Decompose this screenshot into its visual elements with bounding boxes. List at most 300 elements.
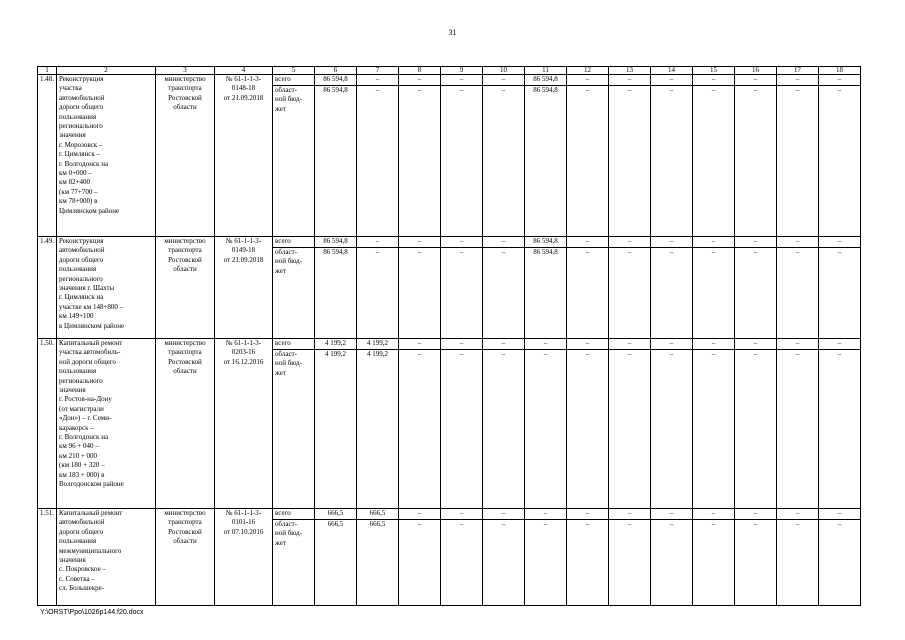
text-line: (от магистрали xyxy=(59,404,104,413)
text-line: транспорта xyxy=(168,348,202,357)
text-line: участке км 148+800 – xyxy=(59,302,124,311)
value-total: – xyxy=(483,339,524,350)
value-total: 4 199,2 xyxy=(315,339,356,350)
object-name-cell xyxy=(57,339,156,509)
value-total: – xyxy=(651,75,692,86)
value-cell xyxy=(315,339,357,509)
text-line: г. Цимлянск – xyxy=(59,150,101,159)
text-line: регионального xyxy=(59,376,103,385)
value-regional: – xyxy=(669,248,674,256)
value-total: – xyxy=(399,339,440,350)
text-line: пользования xyxy=(59,367,97,376)
text-line: ной бюд- xyxy=(275,359,303,368)
value-total: – xyxy=(735,75,776,86)
value-cell xyxy=(441,509,483,606)
text-line: км 149+100 xyxy=(59,312,94,321)
value-cell xyxy=(609,75,651,237)
column-header: 15 xyxy=(693,67,735,75)
text-line: регионального xyxy=(59,274,103,283)
document-cell xyxy=(215,75,273,237)
value-regional: 86 594,8 xyxy=(323,248,348,256)
value-cell xyxy=(651,509,693,606)
organization-cell xyxy=(156,237,215,339)
value-regional: 86 594,8 xyxy=(323,86,348,94)
value-total: – xyxy=(819,509,860,520)
value-total: – xyxy=(399,75,440,86)
value-regional: – xyxy=(837,520,842,528)
text-line: г. Ростов-на-Дону xyxy=(59,395,112,404)
value-regional: – xyxy=(795,248,800,256)
value-total: – xyxy=(777,237,818,248)
text-line: Реконструкция xyxy=(59,237,104,245)
text-line: Ростовской xyxy=(168,357,202,366)
funding-source-cell xyxy=(273,75,315,237)
text-line: значения xyxy=(59,386,86,395)
value-total: – xyxy=(693,75,734,86)
value-cell xyxy=(483,237,525,339)
text-line: км 210 + 000 xyxy=(59,451,98,460)
value-total: – xyxy=(693,339,734,350)
document-cell xyxy=(215,237,273,339)
text-line: области xyxy=(173,103,197,112)
value-cell xyxy=(693,75,735,237)
value-cell xyxy=(777,237,819,339)
value-cell xyxy=(357,237,399,339)
text-line: ной бюд- xyxy=(275,257,303,266)
object-name-cell xyxy=(57,237,156,339)
value-cell xyxy=(399,75,441,237)
value-regional: – xyxy=(585,86,590,94)
funding-source-cell xyxy=(273,339,315,509)
text-line: автомобильной xyxy=(59,93,105,102)
text-line: област- xyxy=(275,350,297,358)
value-total: – xyxy=(735,339,776,350)
value-cell xyxy=(357,75,399,237)
value-cell xyxy=(567,75,609,237)
text-line: министерство xyxy=(164,509,206,517)
value-total: – xyxy=(567,339,608,350)
column-header: 14 xyxy=(651,67,693,75)
text-line: сл. Большекре- xyxy=(59,584,105,593)
text-line: 0149-18 xyxy=(231,246,256,255)
value-cell xyxy=(693,237,735,339)
text-line: дороги общего xyxy=(59,527,104,536)
column-header: 16 xyxy=(735,67,777,75)
text-line: област- xyxy=(275,520,297,528)
value-total: – xyxy=(777,509,818,520)
value-total: – xyxy=(483,237,524,248)
value-regional: – xyxy=(753,86,758,94)
funding-source-cell xyxy=(273,509,315,606)
value-cell xyxy=(735,339,777,509)
value-cell xyxy=(483,509,525,606)
text-line: пользования xyxy=(59,537,97,546)
text-line: област- xyxy=(275,86,297,94)
value-total: 666,5 xyxy=(357,509,398,520)
value-regional: – xyxy=(711,248,716,256)
row-number: 1.48. xyxy=(38,75,57,237)
value-cell xyxy=(777,339,819,509)
table-row xyxy=(38,509,861,606)
text-line: области xyxy=(173,367,197,376)
value-regional: – xyxy=(795,350,800,358)
file-path-footer: Y:\ORST\Ppo\1026p144.f20.docx xyxy=(40,609,144,616)
organization-cell xyxy=(156,509,215,606)
text-line: каракорск – xyxy=(59,423,94,432)
value-cell xyxy=(525,509,567,606)
value-total: – xyxy=(819,339,860,350)
value-regional: – xyxy=(753,520,758,528)
value-cell xyxy=(651,75,693,237)
value-cell xyxy=(357,339,399,509)
text-line: от 16.12.2016 xyxy=(223,357,264,366)
funding-source-cell xyxy=(273,237,315,339)
text-line: от 21.09.2018 xyxy=(223,93,264,102)
text-line: области xyxy=(173,265,197,274)
table-row xyxy=(38,237,861,339)
text-line: области xyxy=(173,537,197,546)
text-line: ной бюд- xyxy=(275,95,303,104)
text-line: министерство xyxy=(164,339,206,347)
value-total: 666,5 xyxy=(315,509,356,520)
column-header: 1 xyxy=(38,67,57,75)
text-line: транспорта xyxy=(168,246,202,255)
value-cell xyxy=(525,237,567,339)
table-header-row xyxy=(38,67,861,75)
value-total: – xyxy=(483,509,524,520)
value-regional: – xyxy=(627,520,632,528)
value-regional: – xyxy=(837,86,842,94)
value-cell xyxy=(651,237,693,339)
value-regional: – xyxy=(459,248,464,256)
value-regional: – xyxy=(795,86,800,94)
value-regional: 666,5 xyxy=(327,520,344,528)
column-header: 4 xyxy=(215,67,273,75)
page-number: 31 xyxy=(448,28,457,37)
value-regional: – xyxy=(375,86,380,94)
column-header: 17 xyxy=(777,67,819,75)
text-line: 0101-16 xyxy=(231,518,256,527)
text-line: № 61-1-1-3- xyxy=(225,509,262,517)
value-regional: – xyxy=(543,520,548,528)
document-cell xyxy=(215,509,273,606)
value-total: – xyxy=(567,237,608,248)
text-line: Ростовской xyxy=(168,255,202,264)
value-cell xyxy=(735,509,777,606)
value-cell xyxy=(567,237,609,339)
value-total: – xyxy=(441,509,482,520)
value-regional: – xyxy=(669,86,674,94)
value-total: – xyxy=(693,237,734,248)
text-line: с. Покровское – xyxy=(59,565,106,574)
budget-table xyxy=(37,66,861,606)
value-regional: – xyxy=(585,520,590,528)
text-line: км 96 + 040 – xyxy=(59,442,99,451)
value-cell xyxy=(483,339,525,509)
value-cell xyxy=(819,75,861,237)
value-regional: – xyxy=(501,520,506,528)
value-cell xyxy=(819,339,861,509)
text-line: 0203-16 xyxy=(231,348,256,357)
column-header: 13 xyxy=(609,67,651,75)
value-cell xyxy=(399,509,441,606)
value-cell xyxy=(441,237,483,339)
text-line: значения xyxy=(59,556,86,565)
organization-cell xyxy=(156,75,215,237)
text-line: межмуниципального xyxy=(59,546,122,555)
text-line: Ростовской xyxy=(168,527,202,536)
value-regional: – xyxy=(501,350,506,358)
value-cell xyxy=(441,75,483,237)
value-cell xyxy=(525,339,567,509)
text-line: област- xyxy=(275,248,297,256)
text-line: от 07.10.2016 xyxy=(223,527,264,536)
value-total: 86 594,8 xyxy=(525,237,566,248)
row-number: 1.50. xyxy=(38,339,57,509)
table-row xyxy=(38,339,861,509)
value-regional: – xyxy=(501,248,506,256)
funding-total-label: всего xyxy=(273,237,314,248)
text-line: ной бюд- xyxy=(275,529,303,538)
document-cell xyxy=(215,339,273,509)
value-regional: – xyxy=(837,350,842,358)
text-line: г. Цимлянск на xyxy=(59,293,104,302)
value-total: – xyxy=(651,237,692,248)
object-name-cell xyxy=(57,509,156,606)
value-regional: – xyxy=(711,520,716,528)
column-header: 10 xyxy=(483,67,525,75)
value-cell xyxy=(777,75,819,237)
value-regional: 86 594,8 xyxy=(533,86,558,94)
value-total: – xyxy=(441,339,482,350)
column-header: 11 xyxy=(525,67,567,75)
value-regional: – xyxy=(543,350,548,358)
value-cell xyxy=(525,75,567,237)
value-cell xyxy=(399,339,441,509)
value-cell xyxy=(315,509,357,606)
column-header: 18 xyxy=(819,67,861,75)
value-total: – xyxy=(525,339,566,350)
text-line: № 61-1-1-3- xyxy=(225,339,262,347)
column-header: 5 xyxy=(273,67,315,75)
value-total: – xyxy=(819,75,860,86)
table-row xyxy=(38,75,861,237)
funding-regional-label xyxy=(275,350,312,378)
value-total: 4 199,2 xyxy=(357,339,398,350)
value-total: – xyxy=(567,509,608,520)
value-total: – xyxy=(483,75,524,86)
column-header: 6 xyxy=(315,67,357,75)
value-total: – xyxy=(693,509,734,520)
value-regional: – xyxy=(417,86,422,94)
value-total: – xyxy=(357,237,398,248)
value-regional: – xyxy=(585,248,590,256)
value-regional: – xyxy=(711,350,716,358)
row-number: 1.51. xyxy=(38,509,57,606)
text-line: г. Волгодонск на xyxy=(59,159,109,168)
value-cell xyxy=(609,339,651,509)
text-line: км 82+400 xyxy=(59,178,91,187)
value-regional: – xyxy=(501,86,506,94)
column-header: 7 xyxy=(357,67,399,75)
row-number: 1.49. xyxy=(38,237,57,339)
text-line: в Цимлянском районе xyxy=(59,321,125,330)
value-cell xyxy=(315,75,357,237)
value-cell xyxy=(735,237,777,339)
value-cell xyxy=(441,339,483,509)
text-line: Ростовской xyxy=(168,93,202,102)
text-line: Цимлянском районе xyxy=(59,206,120,215)
value-total: – xyxy=(441,237,482,248)
value-regional: – xyxy=(417,520,422,528)
column-header: 9 xyxy=(441,67,483,75)
text-line: Капитальный ремонт xyxy=(59,339,123,347)
value-cell xyxy=(567,509,609,606)
text-line: жет xyxy=(275,266,286,275)
value-regional: – xyxy=(375,248,380,256)
text-line: дороги общего xyxy=(59,103,104,112)
funding-total-label: всего xyxy=(273,339,314,350)
value-total: – xyxy=(651,339,692,350)
value-total: 86 594,8 xyxy=(315,75,356,86)
value-total: – xyxy=(357,75,398,86)
text-line: транспорта xyxy=(168,518,202,527)
value-regional: – xyxy=(753,248,758,256)
value-total: – xyxy=(735,509,776,520)
column-header: 12 xyxy=(567,67,609,75)
text-line: министерство xyxy=(164,237,206,245)
value-regional: – xyxy=(795,520,800,528)
text-line: от 21.09.2018 xyxy=(223,255,264,264)
text-line: с. Советка – xyxy=(59,574,95,583)
text-line: значения xyxy=(59,131,86,140)
value-total: – xyxy=(651,509,692,520)
text-line: № 61-1-1-3- xyxy=(225,75,262,83)
funding-total-label: всего xyxy=(273,75,314,86)
text-line: (км 180 + 320 – xyxy=(59,461,105,470)
value-regional: – xyxy=(627,86,632,94)
value-total: – xyxy=(609,237,650,248)
value-cell xyxy=(567,339,609,509)
value-regional: – xyxy=(459,520,464,528)
value-cell xyxy=(693,509,735,606)
funding-regional-label xyxy=(275,86,312,114)
funding-regional-label xyxy=(275,248,312,276)
value-cell xyxy=(399,237,441,339)
text-line: регионального xyxy=(59,122,103,131)
text-line: пользования xyxy=(59,112,97,121)
text-line: пользования xyxy=(59,265,97,274)
value-cell xyxy=(609,237,651,339)
value-total: – xyxy=(777,75,818,86)
text-line: участка xyxy=(59,84,82,93)
value-total: – xyxy=(777,339,818,350)
text-line: км 0+000 – xyxy=(59,169,92,178)
value-total: – xyxy=(441,75,482,86)
column-header: 3 xyxy=(156,67,215,75)
value-regional: 666,5 xyxy=(369,520,386,528)
value-cell xyxy=(651,339,693,509)
value-total: – xyxy=(609,339,650,350)
value-cell xyxy=(735,75,777,237)
value-regional: – xyxy=(669,520,674,528)
value-cell xyxy=(819,237,861,339)
funding-total-label: всего xyxy=(273,509,314,520)
value-regional: – xyxy=(837,248,842,256)
text-line: автомобильной xyxy=(59,246,105,255)
value-regional: – xyxy=(417,350,422,358)
value-cell xyxy=(819,509,861,606)
text-line: г. Морозовск – xyxy=(59,140,103,149)
value-cell xyxy=(483,75,525,237)
column-header: 2 xyxy=(57,67,156,75)
value-cell xyxy=(693,339,735,509)
value-total: – xyxy=(567,75,608,86)
value-total: – xyxy=(819,237,860,248)
text-line: «Дон») – г. Семи- xyxy=(59,414,112,423)
text-line: № 61-1-1-3- xyxy=(225,237,262,245)
value-total: – xyxy=(735,237,776,248)
text-line: жет xyxy=(275,538,286,547)
text-line: транспорта xyxy=(168,84,202,93)
text-line: г. Волгодонск на xyxy=(59,433,109,442)
value-total: – xyxy=(399,509,440,520)
value-regional: – xyxy=(711,86,716,94)
value-regional: – xyxy=(627,248,632,256)
object-name-cell xyxy=(57,75,156,237)
value-regional: – xyxy=(753,350,758,358)
value-regional: – xyxy=(459,86,464,94)
text-line: Капитальный ремонт xyxy=(59,509,123,517)
text-line: Волгодонском районе xyxy=(59,480,124,489)
value-total: – xyxy=(525,509,566,520)
value-regional: 4 199,2 xyxy=(325,350,346,358)
text-line: жет xyxy=(275,368,286,377)
value-total: 86 594,8 xyxy=(525,75,566,86)
text-line: (км 77+700 – xyxy=(59,187,98,196)
value-regional: 86 594,8 xyxy=(533,248,558,256)
value-regional: – xyxy=(627,350,632,358)
value-cell xyxy=(777,509,819,606)
text-line: жет xyxy=(275,104,286,113)
value-total: – xyxy=(399,237,440,248)
organization-cell xyxy=(156,339,215,509)
value-cell xyxy=(315,237,357,339)
value-total: – xyxy=(609,75,650,86)
value-cell xyxy=(609,509,651,606)
value-total: – xyxy=(609,509,650,520)
value-regional: – xyxy=(669,350,674,358)
text-line: дороги общего xyxy=(59,255,104,264)
text-line: министерство xyxy=(164,75,206,83)
column-header: 8 xyxy=(399,67,441,75)
value-regional: – xyxy=(417,248,422,256)
text-line: км 78+000) в xyxy=(59,197,98,206)
value-total: 86 594,8 xyxy=(315,237,356,248)
value-regional: – xyxy=(459,350,464,358)
value-cell xyxy=(357,509,399,606)
text-line: ной дороги общего xyxy=(59,357,116,366)
text-line: участка автомобиль- xyxy=(59,348,121,357)
text-line: 0148-18 xyxy=(231,84,256,93)
text-line: автомобильной xyxy=(59,518,105,527)
value-regional: 4 199,2 xyxy=(367,350,388,358)
value-regional: – xyxy=(585,350,590,358)
text-line: значения г. Шахты xyxy=(59,284,115,293)
funding-regional-label xyxy=(275,520,312,548)
text-line: Реконструкция xyxy=(59,75,104,83)
text-line: км 183 + 000) в xyxy=(59,470,105,479)
